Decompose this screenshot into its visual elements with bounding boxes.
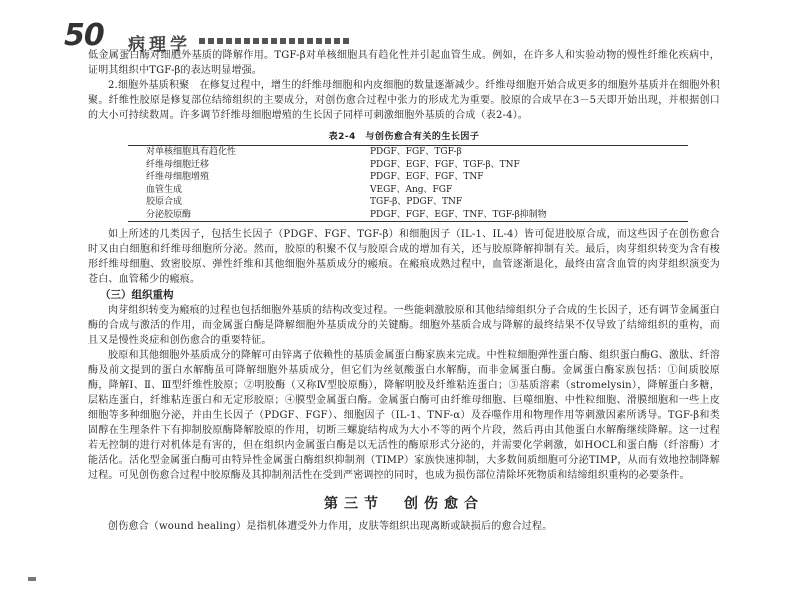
paragraph-collagen-factors: 如上所述的几类因子，包括生长因子（PDGF、FGF、TGF-β）和细胞因子（IL-1、IL-4）皆可促进胶原合成，而这些因子在创伤愈合时又由白细胞和纤维母细胞所分泌。然而，胶原的积聚不仅与胶原合成的增加有关，还与胶原降解抑制有关。最后，肉芽组织转变为含有梭形纤维母细胞、致密胶原、弹性纤维和其他细胞外基质成分的瘢痕。在瘢痕成熟过程中，血管逐渐退化，最终由富含血管的肉芽组织演变为苍白、血管稀少的瘢痕。	[88, 229, 720, 285]
table-cell-factors: PDGF、FGF、TGF-β	[370, 147, 462, 157]
paragraph-metalloproteinases: 胶原和其他细胞外基质成分的降解可由锌离子依赖性的基质金属蛋白酶家族来完成。中性粒细胞弹性蛋白酶、组织蛋白酶G、激肽、纤溶酶及前文提到的蛋白水解酶虽可降解细胞外基质成分，但它们为丝氨酸蛋白水解酶，而非金属蛋白酶。金属蛋白酶家族包括：①间质胶原酶，降解Ⅰ、Ⅱ、Ⅲ型纤维性胶原；②明胶酶（又称Ⅳ型胶原酶），降解明胶及纤维粘连蛋白；③基质溶素（stromelysin），降解蛋白多糖，层粘连蛋白，纤维粘连蛋白和无定形胶原；④膜型金属蛋白酶。金属蛋白酶可由纤维母细胞、巨噬细胞、中性粒细胞、滑膜细胞和一些上皮细胞等多种细胞分泌，并由生长因子（PDGF、FGF）、细胞因子（IL-1、TNF-α）及吞噬作用和物理作用等刺激因素所诱导。TGF-β和类固醇在生理条件下有抑制胶原酶降解胶原的作用，切断三螺旋结构成为大小不等的两个片段，然后再由其他蛋白水解酶继续降解。这一过程若无控制的进行对机体是有害的，但在组织内金属蛋白酶是以无活性的酶原形式分泌的，并需要化学刺激，如HOCL和蛋白酶（纤溶酶）才能活化。活化型金属蛋白酶可由特异性金属蛋白酶组织抑制剂（TIMP）家族快速抑制，大多数间质细胞可分泌TIMP，从而有效地控制降解过程。可见创伤愈合过程中胶原酶及其抑制剂活性在受到严密调控的同时，也成为损伤部位清除坏死物质和结缔组织重构的必要条件。	[88, 350, 720, 481]
table-cell-process: 纤维母细胞迁移	[146, 159, 210, 170]
table-cell-factors: PDGF、FGF、EGF、TNF、TGF-β抑制物	[370, 209, 547, 220]
growth-factor-table	[128, 145, 688, 222]
section-title: 第三节 创伤愈合	[324, 496, 484, 512]
table-cell-process: 胶原合成	[146, 197, 183, 207]
table-caption: 表2-4 与创伤愈合有关的生长因子	[328, 132, 480, 142]
table-cell-factors: PDGF、EGF、FGF、TNF	[370, 172, 484, 182]
table-cell-factors: TGF-β、PDGF、TNF	[370, 197, 463, 207]
table-cell-process: 血管生成	[146, 184, 183, 195]
subsection-title: （三）组织重构	[100, 289, 174, 301]
table-row	[128, 184, 688, 197]
paragraph-wound-healing: 创伤愈合（wound healing）是指机体遭受外力作用，皮肤等组织出现离断或缺损后的愈合过程。	[108, 521, 553, 532]
paragraph-remodeling: 肉芽组织转变为瘢痕的过程也包括细胞外基质的结构改变过程。一些能刺激胶原和其他结缔组织分子合成的生长因子，还有调节金属蛋白酶的合成与激活的作用，而金属蛋白酶是降解细胞外基质成分的关键酶。细胞外基质合成与降解的最终结果不仅导致了结缔组织的重构，而且又是慢性炎症和创伤愈合的重要特征。	[88, 305, 720, 346]
table-row	[128, 209, 688, 222]
table-row	[128, 159, 688, 172]
page-number: 50	[64, 18, 104, 53]
page-body	[88, 48, 720, 534]
table-row	[128, 146, 688, 159]
table-cell-process: 对单核细胞具有趋化性	[146, 147, 237, 157]
paragraph-ecm-accumulation: 2.细胞外基质积聚 在修复过程中，增生的纤维母细胞和内皮细胞的数量逐渐减少。纤维母细胞开始合成更多的细胞外基质并在细胞外积聚。纤维性胶原是修复部位结缔组织的主要成分，对创伤愈合过程中张力的形成尤为重要。胶原的合成早在3－5天即开始出现，并根据创口的大小可持续数周。许多调节纤维母细胞增殖的生长因子同样可刺激细胞外基质的合成（表2-4）。	[88, 80, 720, 121]
book-title: 病理学	[128, 35, 191, 55]
table-cell-process: 分泌胶原酶	[146, 209, 192, 220]
table-cell-factors: PDGF、EGF、FGF、TGF-β、TNF	[370, 159, 520, 170]
table-row	[128, 196, 688, 209]
page-corner-mark	[28, 577, 36, 581]
table-row	[128, 171, 688, 184]
table-cell-process: 纤维母细胞增殖	[146, 172, 210, 182]
header-decoration	[199, 38, 349, 44]
table-cell-factors: VEGF、Ang、FGF	[370, 184, 453, 195]
paragraph-continued: 低金属蛋白酶对细胞外基质的降解作用。TGF-β对单核细胞具有趋化性并引起血管生成。例如，在许多人和实验动物的慢性纤维化疾病中，证明其组织中TGF-β的表达明显增强。	[88, 50, 720, 76]
